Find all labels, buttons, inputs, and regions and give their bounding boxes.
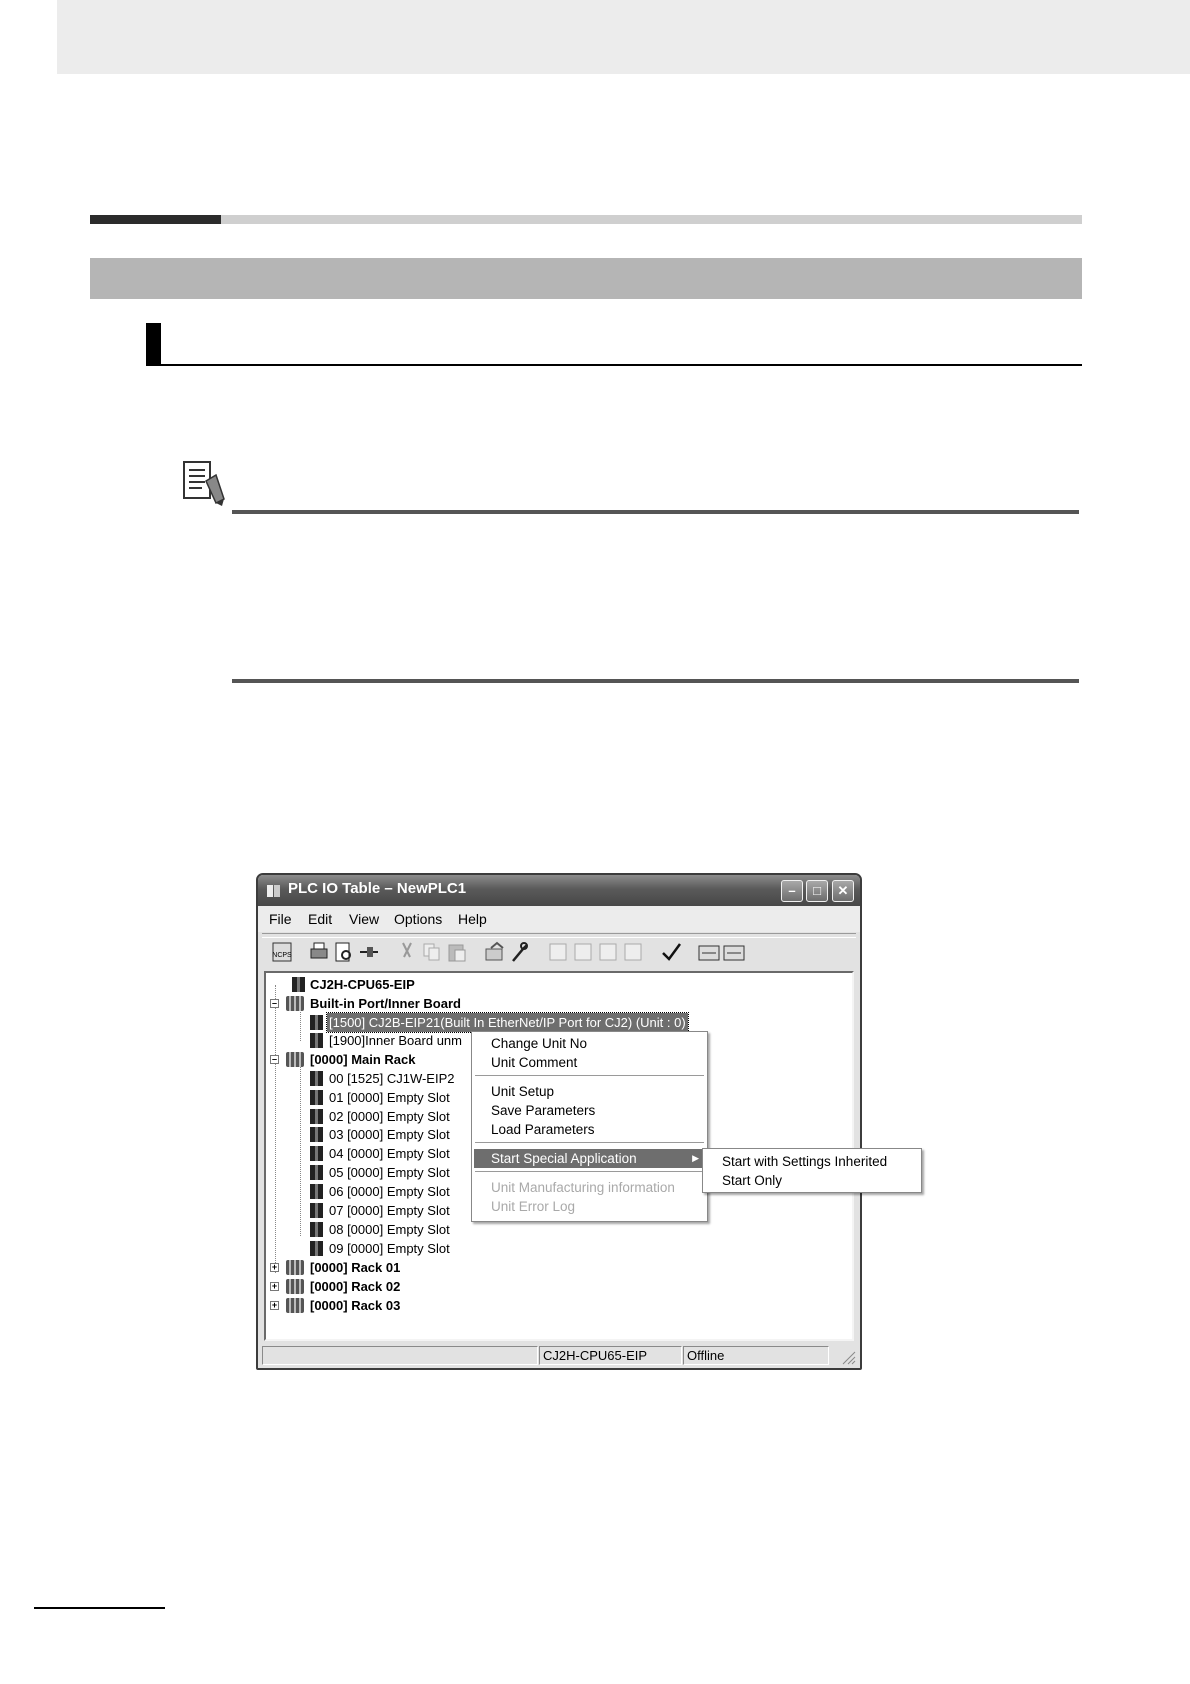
menu-divider xyxy=(475,1142,704,1144)
svg-text:NCPS: NCPS xyxy=(272,952,292,959)
toolbar xyxy=(258,936,860,970)
submenu-arrow-icon: ▶ xyxy=(692,1153,699,1163)
expand-icon[interactable]: + xyxy=(271,1262,278,1272)
print-preview-icon[interactable] xyxy=(332,940,356,964)
write-icon[interactable] xyxy=(722,940,746,964)
expand-icon[interactable]: + xyxy=(271,1281,278,1291)
copy-icon[interactable] xyxy=(420,940,444,964)
menu-bar xyxy=(258,906,860,932)
cut-icon[interactable] xyxy=(395,940,419,964)
paste-icon[interactable] xyxy=(445,940,469,964)
pin-icon[interactable] xyxy=(357,940,381,964)
menu-edit[interactable]: Edit xyxy=(308,911,333,927)
title-bar[interactable] xyxy=(258,875,860,906)
status-mode: Offline xyxy=(683,1346,829,1365)
status-bar xyxy=(258,1343,860,1368)
status-model: CJ2H-CPU65-EIP xyxy=(539,1346,682,1365)
submenu xyxy=(702,1148,922,1193)
note-rule-top xyxy=(232,510,1079,514)
page-header-band xyxy=(57,0,1190,74)
minimize-button[interactable]: – xyxy=(781,880,803,902)
unit-d-icon[interactable] xyxy=(621,940,645,964)
unit-c-icon[interactable] xyxy=(596,940,620,964)
menu-divider xyxy=(475,1171,704,1173)
io-tree: CJ2H-CPU65-EIP – Built-in Port/Inner Board [1500] CJ2B-EIP21(Built In EtherNet/IP Port for CJ2) (Unit : 0) [1900]Inner Board unm – [0000] Main Rack 00 [1525] CJ1W-EIP2 01 [0000] Empty Slot 02 [0000] Empty Slot 03 [0000] Empty Slot 04 [0000] Empty Slot 05 [0000] Empty Slot 06 [0000] Empty Slot 07 [0000] Empty Slot 08 [0000] Empty Slot 09 [0000] Empty Slot + [0000] Rack 01 + [0000] Rack 02 + [0000] Rack 03 xyxy=(264,971,854,1341)
menu-item-change-unit-no[interactable]: Change Unit No xyxy=(491,1036,588,1051)
section-heading-bar xyxy=(90,258,1082,299)
menu-item-unit-error-log: Unit Error Log xyxy=(491,1199,576,1214)
menu-item-label: Start Special Application xyxy=(491,1151,637,1166)
section-rule-accent xyxy=(90,215,221,224)
menu-view[interactable]: View xyxy=(349,911,380,927)
menu-item-unit-comment[interactable]: Unit Comment xyxy=(491,1055,578,1070)
menu-divider xyxy=(475,1075,704,1077)
menu-item-start-settings-inherited[interactable]: Start with Settings Inherited xyxy=(722,1154,888,1169)
note-icon xyxy=(182,459,226,507)
section-rule xyxy=(221,215,1082,224)
tools-icon[interactable] xyxy=(508,940,532,964)
window-title: PLC IO Table – NewPLC1 xyxy=(288,880,467,897)
menu-item-unit-manufacturing-info: Unit Manufacturing information xyxy=(491,1180,675,1195)
app-icon xyxy=(266,883,282,899)
menu-options[interactable]: Options xyxy=(394,911,443,927)
print-icon[interactable] xyxy=(307,940,331,964)
check-icon[interactable] xyxy=(659,940,683,964)
footer-rule xyxy=(34,1607,165,1609)
context-menu xyxy=(471,1031,708,1222)
io-table-icon[interactable] xyxy=(270,940,294,964)
subsection-marker xyxy=(146,323,161,364)
collapse-icon[interactable]: – xyxy=(271,998,277,1008)
menu-item-unit-setup[interactable]: Unit Setup xyxy=(491,1084,555,1099)
collapse-icon[interactable]: – xyxy=(271,1054,277,1064)
unit-b-icon[interactable] xyxy=(571,940,595,964)
menu-item-load-parameters[interactable]: Load Parameters xyxy=(491,1122,595,1137)
resize-grip-icon[interactable] xyxy=(840,1349,856,1365)
note-rule-bottom xyxy=(232,679,1079,683)
maximize-button[interactable]: □ xyxy=(806,880,828,902)
menu-item-start-only[interactable]: Start Only xyxy=(722,1173,783,1188)
menu-file[interactable]: File xyxy=(269,911,292,927)
menu-help[interactable]: Help xyxy=(458,911,487,927)
close-button[interactable]: ✕ xyxy=(832,880,854,902)
subsection-rule xyxy=(146,364,1082,366)
transfer-icon[interactable] xyxy=(483,940,507,964)
read-icon[interactable] xyxy=(697,940,721,964)
menu-item-start-special-application[interactable] xyxy=(474,1149,705,1168)
status-cell-empty xyxy=(262,1346,538,1365)
unit-a-icon[interactable] xyxy=(546,940,570,964)
menu-item-save-parameters[interactable]: Save Parameters xyxy=(491,1103,596,1118)
expand-icon[interactable]: + xyxy=(271,1300,278,1310)
